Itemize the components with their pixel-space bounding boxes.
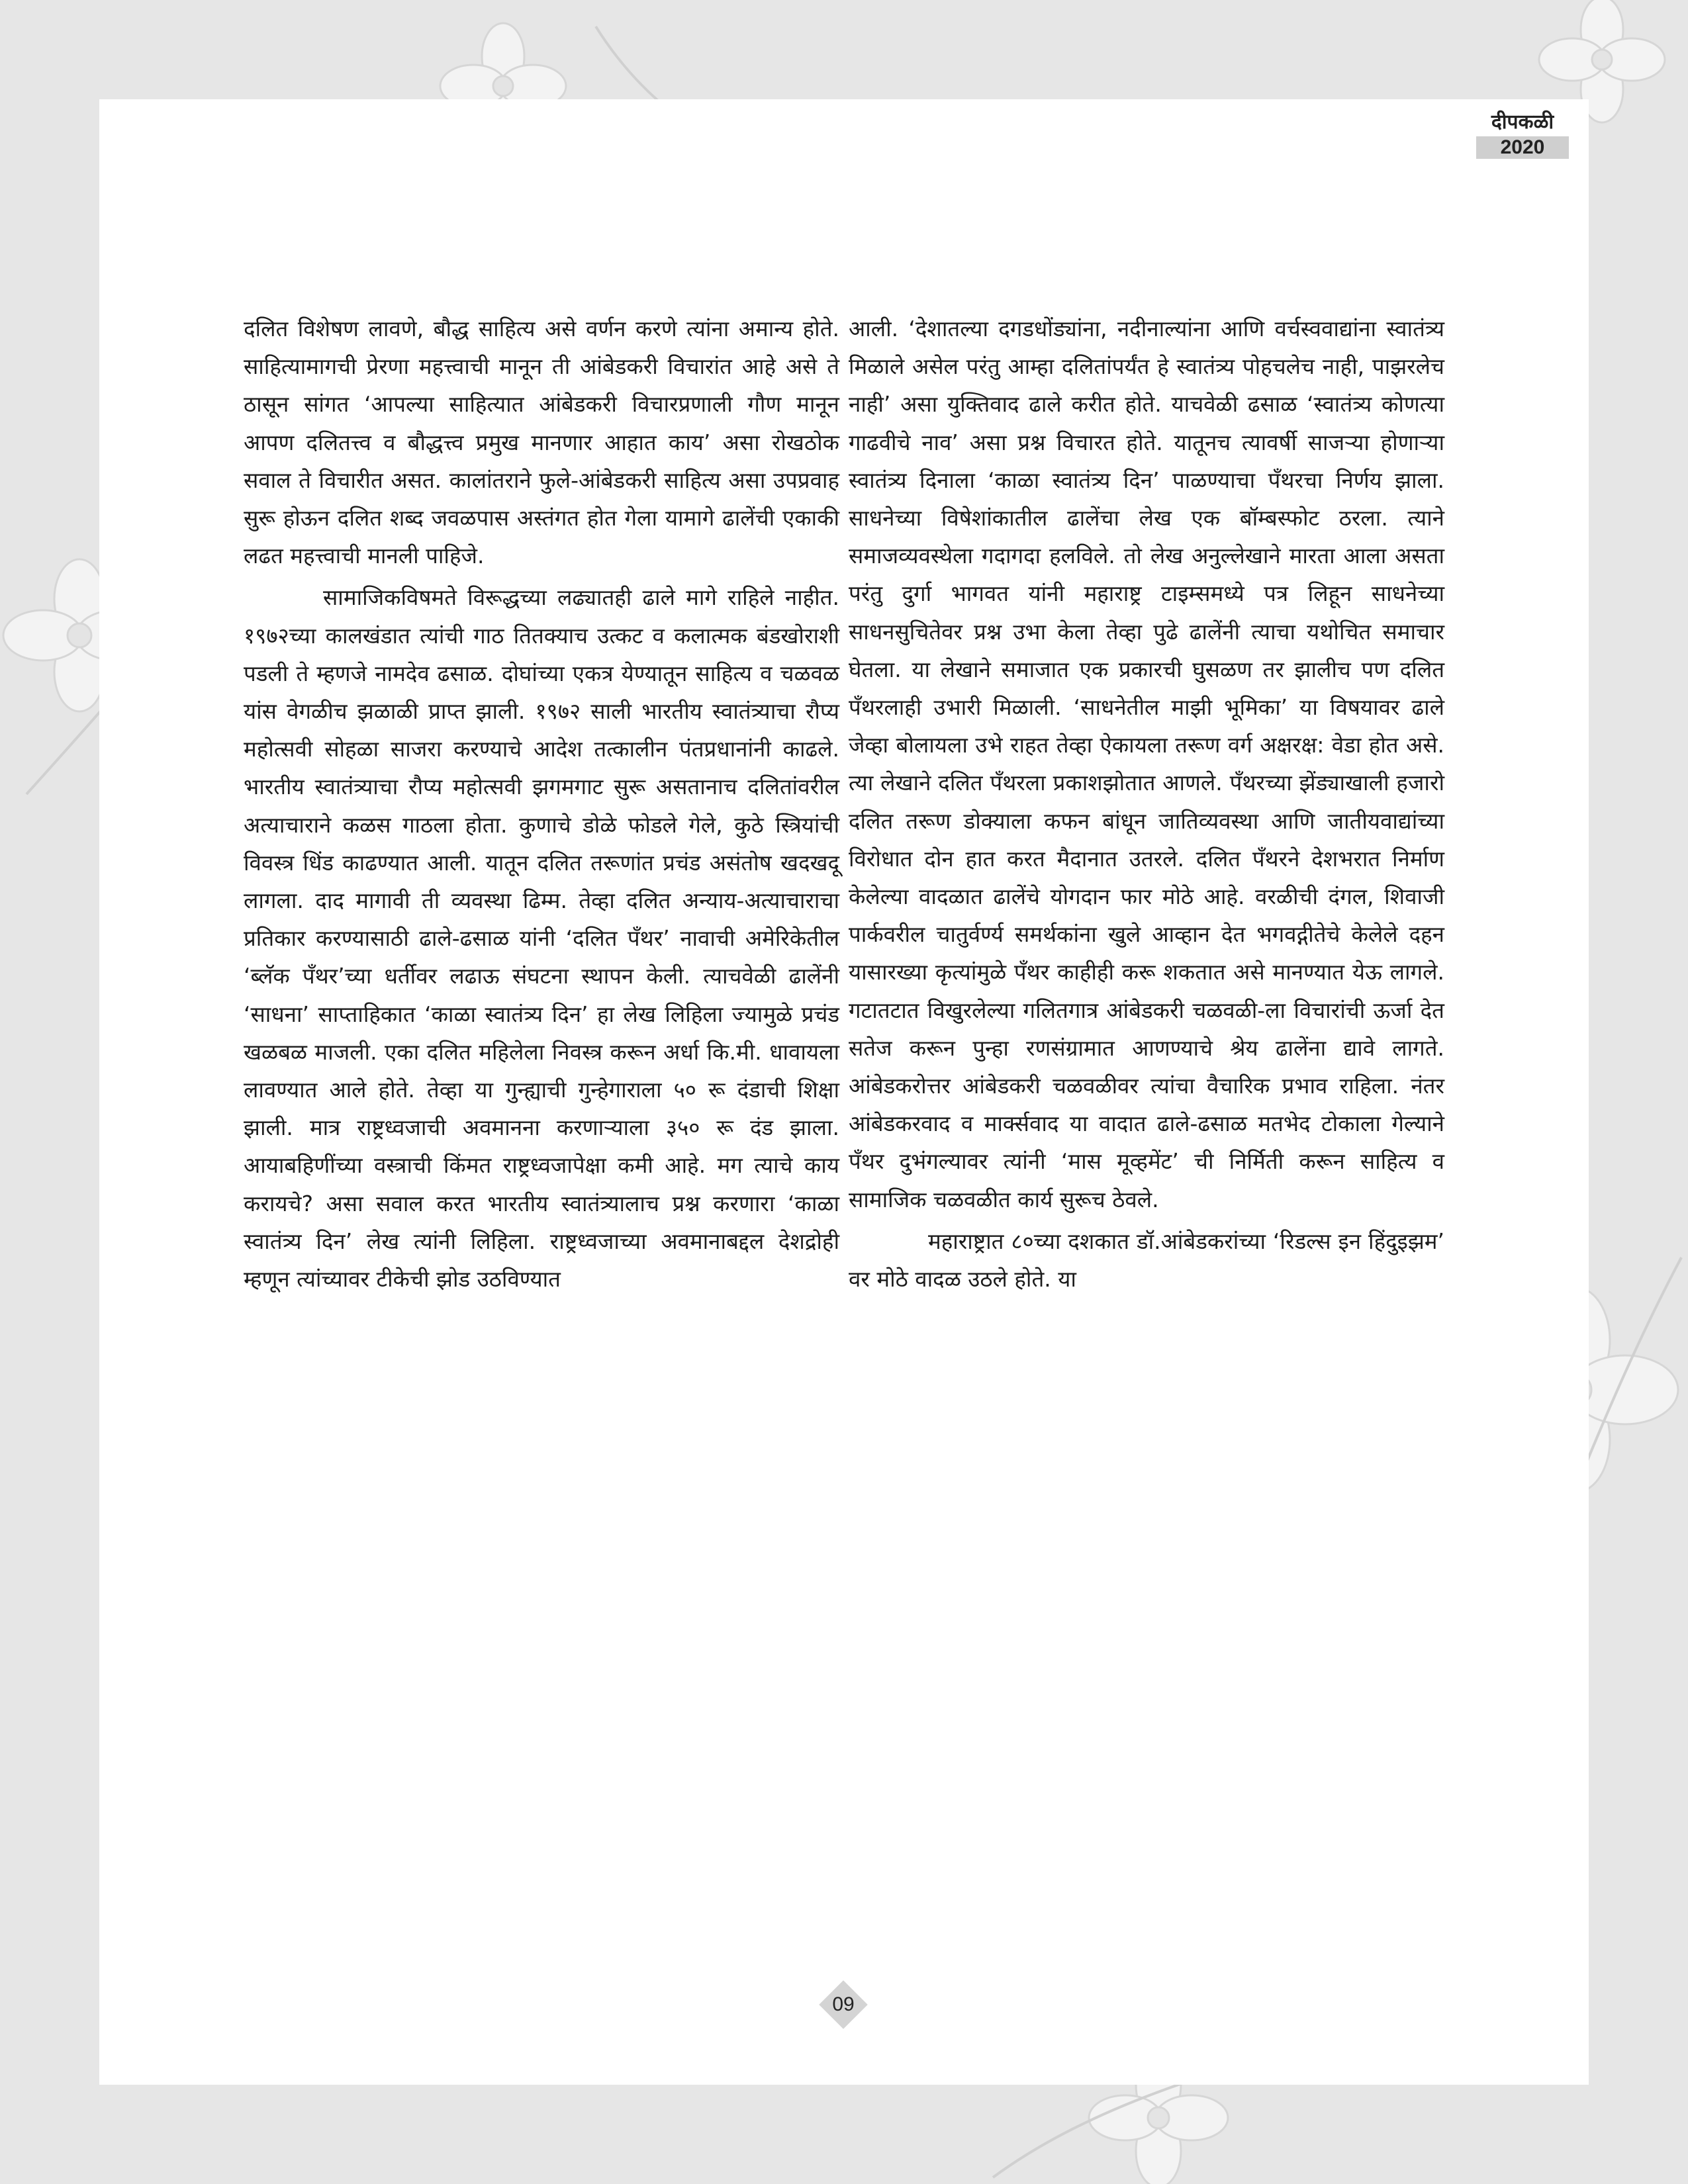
page-number <box>819 1980 868 2029</box>
issue-year: 2020 <box>1476 136 1569 159</box>
text-column-left <box>244 310 839 1298</box>
paragraph: महाराष्ट्रात ८०च्या दशकात डॉ.आंबेडकरांच्या ‘रिडल्स इन हिंदुइझम’ वर मोठे वादळ उठले होते. या <box>849 1228 1444 1293</box>
page-number-label: 09 <box>832 1993 855 2015</box>
magazine-title: दीपकळी <box>1491 111 1554 134</box>
text-column-right <box>849 310 1444 1298</box>
masthead <box>1476 99 1569 159</box>
paragraph: दलित विशेषण लावणे, बौद्ध साहित्य असे वर्णन करणे त्यांना अमान्य होते. साहित्यामागची प्रेरणा महत्त्वाची मानून ती आंबेडकरी विचारांत आहे असे ते ठासून सांगत ‘आपल्या साहित्यात आंबेडकरी विचारप्रणाली गौण मानून आपण दलितत्त्व व बौद्धत्त्व प्रमुख मानणार आहात काय’ असा रोखठोक सवाल ते विचारीत असत. कालांतराने फुले-आंबेडकरी साहित्य असा उपप्रवाह सुरू होऊन दलित शब्द जवळपास अस्तंगत होत गेला यामागे ढालेंची एकाकी लढत महत्त्वाची मानली पाहिजे. <box>244 316 839 569</box>
paragraph: आली. ‘देशातल्या दगडधोंड्यांना, नदीनाल्यांना आणि वर्चस्ववाद्यांना स्वातंत्र्य मिळाले असेल परंतु आम्हा दलितांपर्यंत हे स्वातंत्र्य पोहचलेच नाही, पाझरलेच नाही’ असा युक्तिवाद ढाले करीत होते. याचवेळी ढसाळ ‘स्वातंत्र्य कोणत्या गाढवीचे नाव’ असा प्रश्न विचारत होते. यातूनच त्यावर्षी साजऱ्या होणाऱ्या स्वातंत्र्य दिनाला ‘काळा स्वातंत्र्य दिन’ पाळण्याचा पँथरचा निर्णय झाला. साधनेच्या विषेशांकातील ढालेंचा लेख एक बॉम्बस्फोट ठरला. त्याने समाजव्यवस्थेला गदागदा हलविले. तो लेख अनुल्लेखाने मारता आला असता परंतु दुर्गा भागवत यांनी महाराष्ट्र टाइम्समध्ये पत्र लिहून साधनेच्या साधनसुचितेवर प्रश्न उभा केला तेव्हा पुढे ढालेंनी त्याचा यथोचित समाचार घेतला. या लेखाने समाजात एक प्रकारची घुसळण तर झालीच पण दलित पँथरलाही उभारी मिळाली. ‘साधनेतील माझी भूमिका’ या विषयावर ढाले जेव्हा बोलायला उभे राहत तेव्हा ऐकायला तरूण वर्ग अक्षरक्ष: वेडा होत असे. त्या लेखाने दलित पँथरला प्रकाशझोतात आणले. पँथरच्या झेंड्याखाली हजारो दलित तरूण डोक्याला कफन बांधून जातिव्यवस्था आणि जातीयवाद्यांच्या विरोधात दोन हात करत मैदानात उतरले. दलित पँथरने देशभरात निर्माण केलेल्या वादळात ढालेंचे योगदान फार मोठे आहे. वरळीची दंगल, शिवाजी पार्कवरील चातुर्वर्ण्य समर्थकांना खुले आव्हान देत भगवद्गीतेचे केलेले दहन यासारख्या कृत्यांमुळे पँथर काहीही करू शकतात असे मानण्यात येऊ लागले. गटातटात विखुरलेल्या गलितगात्र आंबेडकरी चळवळी-ला विचारांची ऊर्जा देत सतेज करून पुन्हा रणसंग्रामात आणण्याचे श्रेय ढालेंना द्यावे लागते. आंबेडकरोत्तर आंबेडकरी चळवळीवर त्यांचा वैचारिक प्रभाव राहिला. नंतर आंबेडकरवाद व मार्क्सवाद या वादात ढाले-ढसाळ मतभेद टोकाला गेल्याने पँथर दुभंगल्यावर त्यांनी ‘मास मूव्हमेंट’ ची निर्मिती करून साहित्य व सामाजिक चळवळीत कार्य सुरूच ठेवले. <box>849 316 1444 1212</box>
paragraph: सामाजिकविषमते विरूद्धच्या लढ्यातही ढाले मागे राहिले नाहीत. १९७२च्या कालखंडात त्यांची गाठ तितक्याच उत्कट व कलात्मक बंडखोराशी पडली ते म्हणजे नामदेव ढसाळ. दोघांच्या एकत्र येण्यातून साहित्य व चळवळ यांस वेगळीच झळाळी प्राप्त झाली. १९७२ साली भारतीय स्वातंत्र्याचा रौप्य महोत्सवी सोहळा साजरा करण्याचे आदेश तत्कालीन पंतप्रधानांनी काढले. भारतीय स्वातंत्र्याचा रौप्य महोत्सवी झगमगाट सुरू असतानाच दलितांवरील अत्याचाराने कळस गाठला होता. कुणाचे डोळे फोडले गेले, कुठे स्त्रियांची विवस्त्र धिंड काढण्यात आली. यातून दलित तरूणांत प्रचंड असंतोष खदखदू लागला. दाद मागावी ती व्यवस्था ढिम्म. तेव्हा दलित अन्याय-अत्याचाराचा प्रतिकार करण्यासाठी ढाले-ढसाळ यांनी ‘दलित पँथर’ नावाची अमेरिकेतील ‘ब्लॅक पँथर’च्या धर्तीवर लढाऊ संघटना स्थापन केली. त्याचवेळी ढालेंनी ‘साधना’ साप्ताहिकात ‘काळा स्वातंत्र्य दिन’ हा लेख लिहिला ज्यामुळे प्रचंड खळबळ माजली. एका दलित महिलेला निवस्त्र करून अर्धा कि.मी. धावायला लावण्यात आले होते. तेव्हा या गुन्ह्याची गुन्हेगाराला ५० रू दंडाची शिक्षा झाली. मात्र राष्ट्रध्वजाची अवमानना करणाऱ्याला ३५० रू दंड झाला. आयाबहिणींच्या वस्त्राची किंमत राष्ट्रध्वजापेक्षा कमी आहे. मग त्याचे काय करायचे? असा सवाल करत भारतीय स्वातंत्र्यालाच प्रश्न करणारा ‘काळा स्वातंत्र्य दिन’ लेख त्यांनी लिहिला. राष्ट्रध्वजाच्या अवमानाबद्दल देशद्रोही म्हणून त्यांच्यावर टीकेची झोड उठविण्यात <box>244 584 839 1293</box>
